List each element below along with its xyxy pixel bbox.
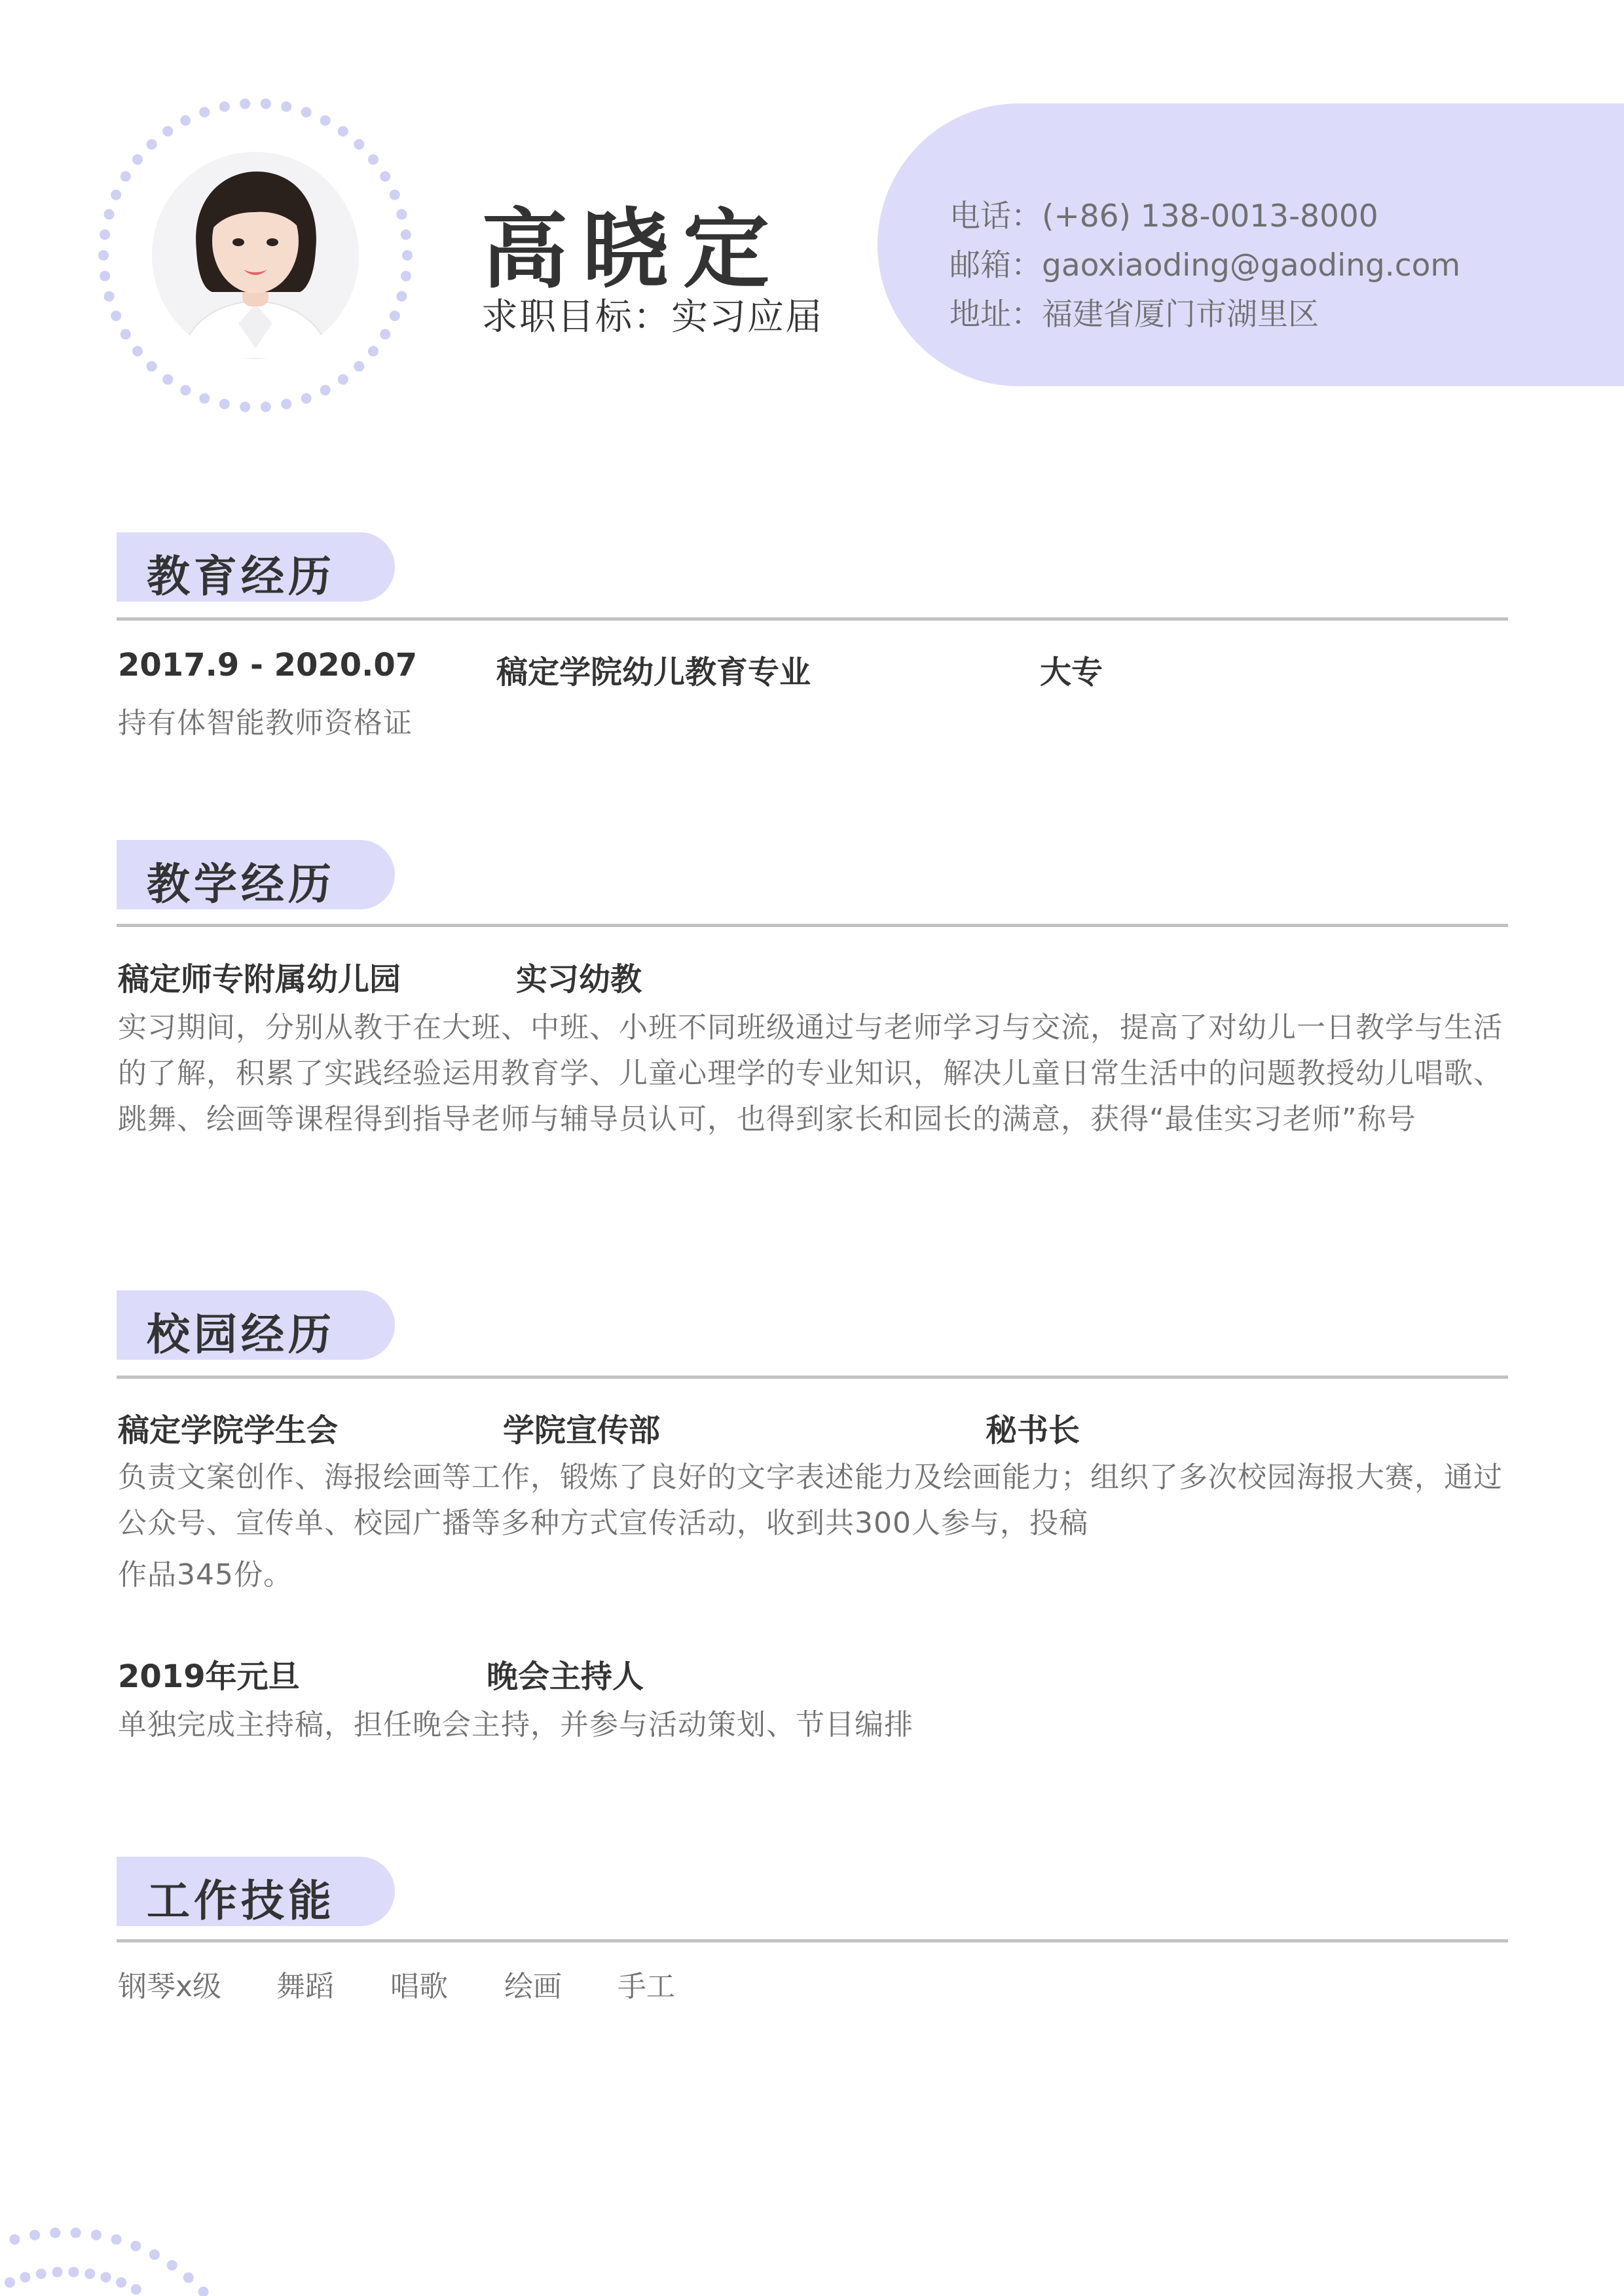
ring-dot [320, 115, 331, 126]
ring-dot [301, 107, 312, 117]
corner-dot [5, 2277, 15, 2287]
corner-dot [52, 2267, 63, 2277]
ring-dot [320, 385, 331, 395]
ring-dot [98, 250, 109, 261]
section-teaching-header [117, 840, 395, 909]
contact-panel [877, 103, 1624, 386]
corner-dot [68, 2267, 79, 2277]
ring-dot [219, 399, 230, 409]
ring-dot [180, 385, 191, 395]
ring-dot [402, 250, 413, 261]
ring-dot [261, 401, 271, 412]
section-title: 工作技能 [147, 1876, 335, 1926]
campus-entry-2-org: 2019年元旦 [118, 1658, 300, 1695]
corner-dot [91, 2230, 101, 2240]
ring-dot [354, 139, 364, 149]
skill-item: 手工 [618, 1970, 675, 2003]
corner-dot [198, 2287, 209, 2296]
corner-dot [29, 2230, 40, 2240]
section-skills-header [117, 1857, 395, 1926]
campus-entry-1-description-end: 作品345份。 [118, 1558, 293, 1592]
job-target: 求职目标：实习应届 [481, 296, 823, 338]
ring-dot [401, 271, 411, 282]
ring-dot [104, 209, 115, 219]
skill-item: 唱歌 [390, 1970, 448, 2003]
ring-dot [100, 271, 110, 282]
campus-entry-1-role: 秘书长 [986, 1412, 1080, 1449]
education-period: 2017.9 - 2020.07 [118, 647, 418, 683]
campus-entry-2-role: 晚会主持人 [487, 1658, 644, 1695]
candidate-name: 高晓定 [481, 200, 784, 301]
ring-dot [104, 291, 115, 302]
ring-dot [219, 101, 230, 112]
teaching-role: 实习幼教 [516, 961, 642, 998]
ring-dot [380, 171, 390, 181]
corner-dot [9, 2234, 20, 2245]
education-school: 稿定学院幼儿教育专业 [496, 654, 811, 691]
corner-dot [84, 2269, 95, 2279]
section-divider [117, 1376, 1508, 1379]
skill-item: 绘画 [504, 1970, 562, 2003]
ring-dot [180, 115, 191, 126]
ring-dot [162, 374, 173, 385]
section-title: 校园经历 [147, 1309, 335, 1360]
avatar-portrait-icon [152, 152, 359, 359]
decorative-dot-arcs [0, 2115, 367, 2296]
ring-dot [199, 107, 210, 117]
ring-dot [281, 101, 291, 112]
section-divider [117, 924, 1508, 927]
ring-dot [396, 291, 407, 302]
ring-dot [396, 209, 407, 219]
campus-entry-1-org: 稿定学院学生会 [118, 1412, 339, 1449]
corner-dot [149, 2250, 160, 2260]
ring-dot [354, 361, 364, 372]
ring-dot [111, 310, 121, 321]
ring-dot [240, 99, 250, 109]
ring-dot [338, 374, 348, 385]
ring-dot [380, 329, 390, 340]
ring-dot [261, 99, 271, 109]
corner-dot [71, 2227, 81, 2238]
corner-dot [111, 2234, 122, 2245]
ring-dot [390, 190, 400, 200]
ring-dot [132, 155, 143, 165]
corner-dot [130, 2241, 141, 2251]
corner-dot [183, 2272, 194, 2283]
teaching-description: 实习期间，分别从教于在大班、中班、小班不同班级通过与老师学习与交流，提高了对幼儿一日教学与生活的了解，积累了实践经验运用教育学、儿童心理学的专业知识，解决儿童日常生活中的问题教授幼儿唱歌、跳舞、绘画等课程得到指导老师与辅导员认可，也得到家长和园长的满意，获得“最佳实习老师”称号 [118, 1011, 1503, 1136]
ring-dot [120, 329, 131, 340]
section-education-header [117, 532, 395, 602]
contact-phone: 电话：(+86) 138-0013-8000 [950, 198, 1378, 234]
corner-dot [36, 2269, 46, 2279]
ring-dot [100, 229, 110, 240]
ring-dot [281, 399, 291, 409]
section-title: 教学经历 [147, 859, 335, 909]
campus-entry-2-description: 单独完成主持稿，担任晚会主持，并参与活动策划、节目编排 [118, 1708, 913, 1741]
ring-dot [147, 361, 157, 372]
ring-dot [199, 393, 210, 404]
section-campus-header [117, 1290, 395, 1360]
education-degree: 大专 [1040, 654, 1103, 691]
skill-item: 钢琴x级 [118, 1970, 222, 2003]
ring-dot [240, 401, 250, 412]
ring-dot [301, 393, 312, 404]
section-divider [117, 1939, 1508, 1942]
campus-entry-1-description: 负责文案创作、海报绘画等工作，锻炼了良好的文字表述能力及绘画能力；组织了多次校园海报大赛，通过公众号、宣传单、校园广播等多种方式宣传活动，收到共300人参与，投稿 [118, 1461, 1503, 1540]
corner-dot [101, 2272, 111, 2282]
contact-address: 地址：福建省厦门市湖里区 [950, 297, 1319, 333]
corner-dot [131, 2284, 141, 2295]
ring-dot [111, 190, 121, 200]
corner-dot [167, 2260, 177, 2270]
education-note: 持有体智能教师资格证 [118, 706, 413, 740]
section-title: 教育经历 [147, 551, 335, 602]
skill-item: 舞蹈 [276, 1970, 334, 2003]
ring-dot [338, 126, 348, 136]
ring-dot [368, 346, 378, 356]
ring-dot [162, 126, 173, 136]
campus-entry-1-dept: 学院宣传部 [503, 1412, 661, 1449]
ring-dot [120, 171, 131, 181]
section-divider [117, 617, 1508, 621]
avatar [152, 152, 359, 359]
ring-dot [401, 229, 411, 240]
ring-dot [390, 310, 400, 321]
contact-email: 邮箱：gaoxiaoding@gaoding.com [950, 247, 1461, 283]
ring-dot [147, 139, 157, 149]
teaching-org: 稿定师专附属幼儿园 [118, 961, 401, 998]
ring-dot [368, 155, 378, 165]
ring-dot [132, 346, 143, 356]
corner-dot [50, 2227, 60, 2238]
corner-dot [20, 2272, 30, 2282]
corner-dot [116, 2277, 126, 2287]
